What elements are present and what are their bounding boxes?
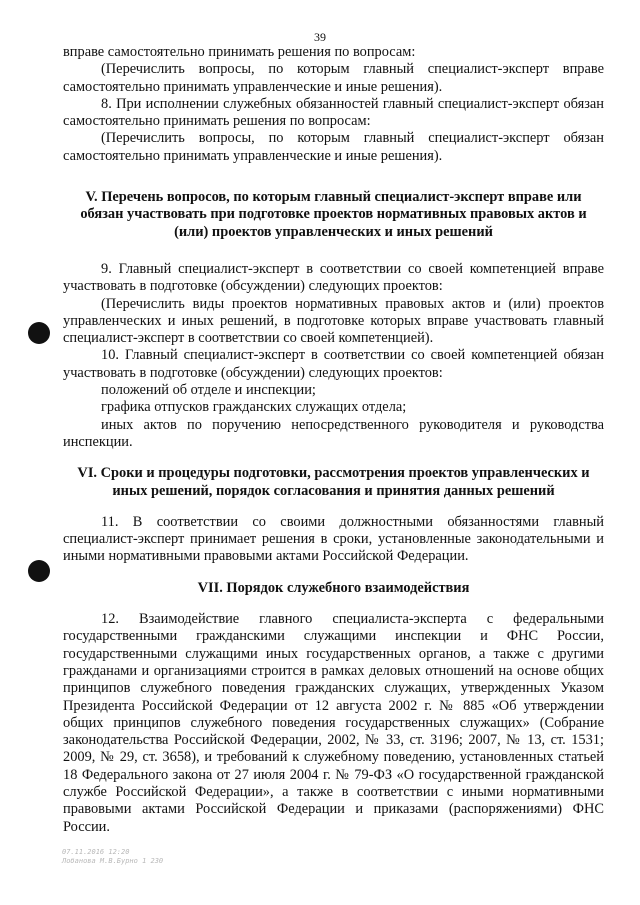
stamp-line: 07.11.2016 12:20	[62, 848, 130, 856]
paragraph: вправе самостоятельно принимать решения по вопросам:	[63, 44, 416, 60]
footer-stamp	[62, 848, 163, 866]
document-body	[63, 44, 604, 836]
paragraph-9-note: (Перечислить виды проектов нормативных правовых актов и (или) проектов управленческих и иных решений, в подготовке которых вправе участвовать главный специалист-эксперт в соответствии со своей компетенцией).	[63, 295, 604, 347]
section-6-heading: VI. Сроки и процедуры подготовки, рассмотрения проектов управленческих и иных решений, порядок согласования и принятия данных решений	[77, 465, 590, 499]
paragraph: 8. При исполнении служебных обязанностей главный специалист-эксперт обязан самостоятельно принимать решения по вопросам:	[63, 95, 604, 130]
list-item: графика отпусков гражданских служащих отдела;	[101, 399, 407, 416]
list-item: иных актов по поручению непосредственного руководителя и руководства инспекции.	[63, 416, 604, 450]
paragraph-12: 12. Взаимодействие главного специалиста-эксперта с федеральными государственными гражданскими служащими инспекции и ФНС России, государственными служащими иных государственных органов, а также с другими гражданами и организациями строится в рамках деловых отношений на основе общих принципов служебного поведения гражданских служащих, утвержденных Указом Президента Российской Федерации от 12 августа 2002 г. № 885 «Об утверждении общих принципов служебного поведения государственных служащих» (Собрание законодательства Российской Федерации, 2002, № 33, ст. 3196; 2007, № 13, ст. 1531; 2009, № 29, ст. 3658), и требований к служебному поведению, установленных статьей 18 Федерального закона от 27 июля 2004 г. № 79-ФЗ «О государственной гражданской службе Российской Федерации», а также в соответствии с иными нормативными правовыми актами Российской Федерации и приказами (распоряжениями) ФНС России.	[63, 611, 604, 835]
paragraph: (Перечислить вопросы, по которым главный специалист-эксперт вправе самостоятельно принимать управленческие и иные решения).	[63, 61, 604, 95]
list-item: положений об отделе и инспекции;	[101, 382, 316, 399]
stamp-line: Лобанова М.В.Бурно 1 230	[62, 857, 164, 865]
punch-hole-mark	[28, 560, 50, 582]
section-7-heading: VII. Порядок служебного взаимодействия	[197, 579, 470, 596]
paragraph-10: 10. Главный специалист-эксперт в соответствии со своей компетенцией обязан участвовать в подготовке (обсуждении) следующих проектов:	[63, 347, 604, 381]
section-5-heading: V. Перечень вопросов, по которым главный специалист-эксперт вправе или обязан участвовать при подготовке проектов нормативных правовых актов и (или) проектов управленческих и иных решений	[80, 189, 587, 240]
paragraph-9: 9. Главный специалист-эксперт в соответствии со своей компетенцией вправе участвовать в подготовке (обсуждении) следующих проектов:	[63, 260, 604, 295]
page-number: 39	[314, 30, 326, 44]
paragraph-11: 11. В соответствии со своими должностными обязанностями главный специалист-эксперт принимает решения в сроки, установленные законодательными и иными нормативными правовыми актами Российской Федерации.	[63, 513, 604, 565]
punch-hole-mark	[28, 322, 50, 344]
paragraph: (Перечислить вопросы, по которым главный специалист-эксперт обязан самостоятельно принимать управленческие и иные решения).	[63, 130, 604, 164]
